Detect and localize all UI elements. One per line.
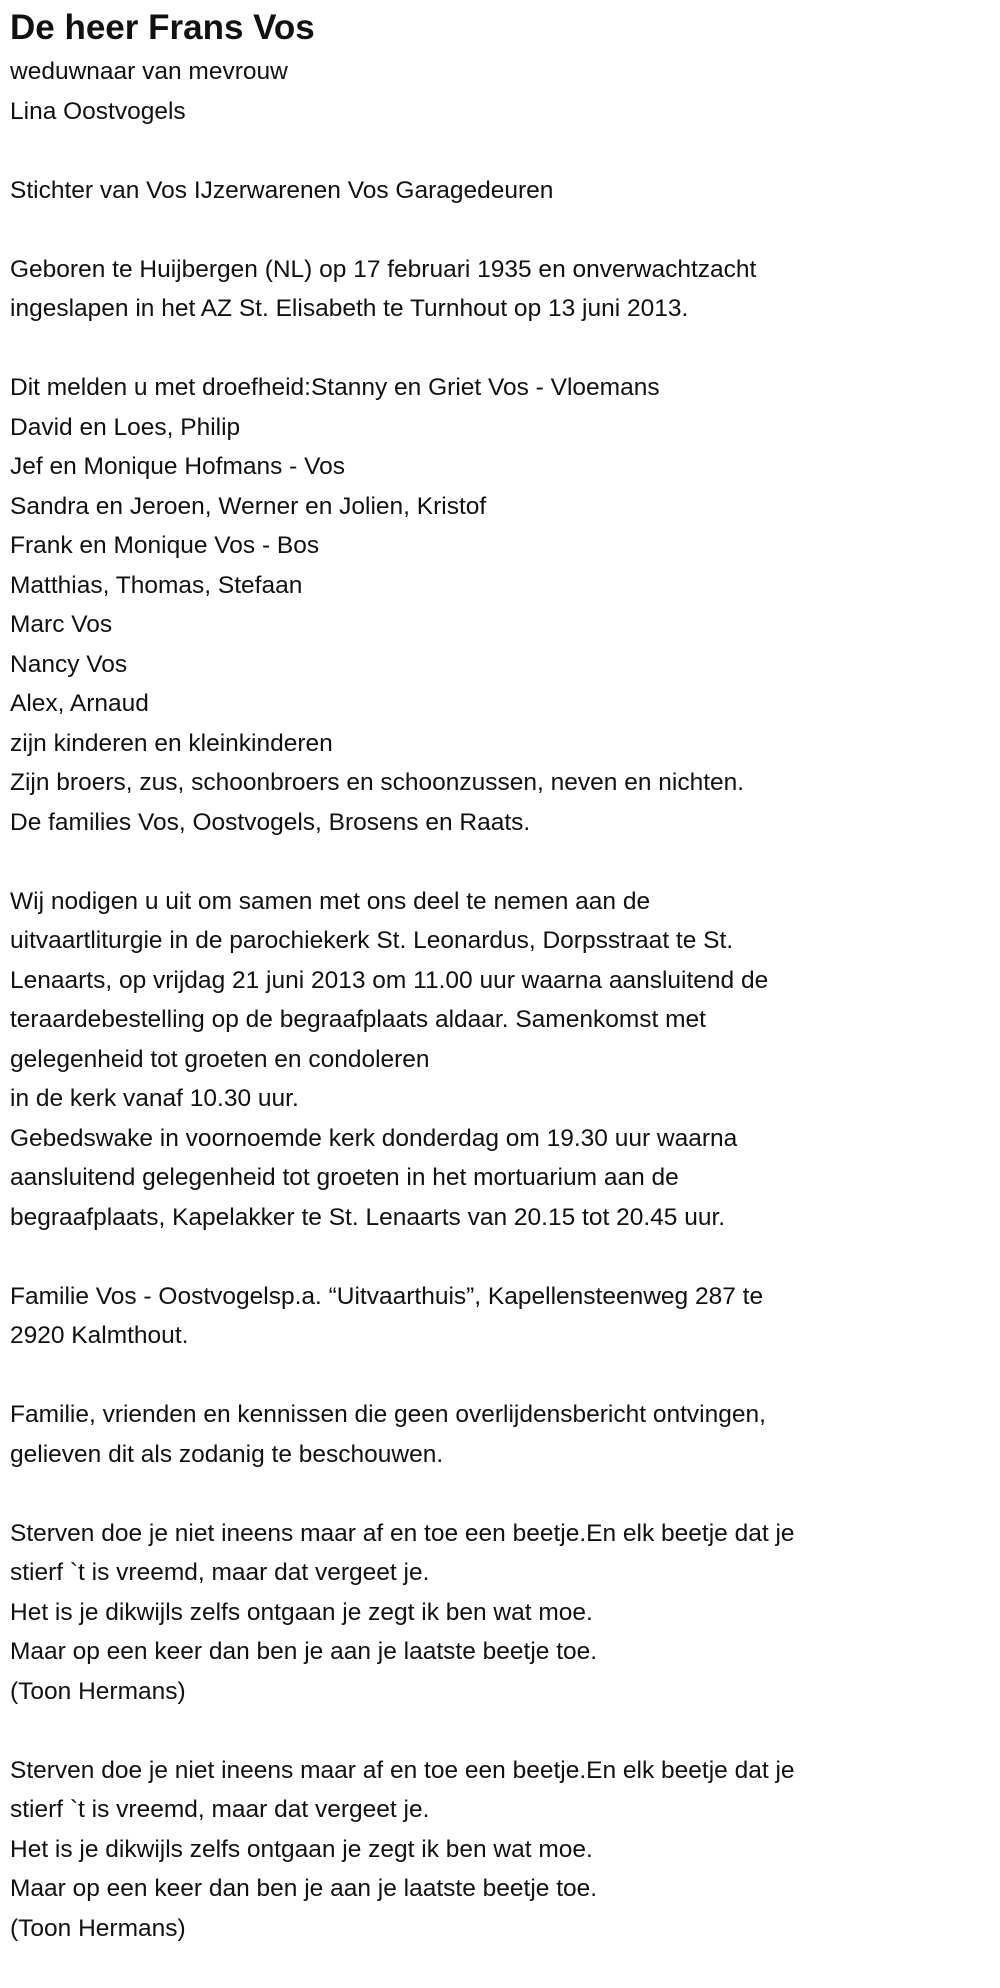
text-line: Familie Vos - Oostvogelsp.a. “Uitvaarthuis”, Kapellensteenweg 287 te: [10, 1282, 764, 1310]
text-line: Jef en Monique Hofmans - Vos: [10, 453, 346, 480]
text-line: Geboren te Huijbergen (NL) op 17 februari 1935 en onverwachtzacht: [10, 255, 757, 283]
text-line: uitvaartliturgie in de parochiekerk St. Leonardus, Dorpsstraat te St.: [10, 927, 734, 954]
text-line: Matthias, Thomas, Stefaan: [10, 571, 303, 599]
text-line: Stichter van Vos IJzerwarenen Vos Garagedeuren: [10, 176, 554, 204]
text-line: Frank en Monique Vos - Bos: [10, 532, 320, 559]
text-line: Alex, Arnaud: [10, 690, 149, 717]
text-line: Lenaarts, op vrijdag 21 juni 2013 om 11.00 uur waarna aansluitend de: [10, 966, 769, 994]
text-line: ingeslapen in het AZ St. Elisabeth te Turnhout op 13 juni 2013.: [10, 295, 689, 322]
text-line: Het is je dikwijls zelfs ontgaan je zegt ik ben wat moe.: [10, 1835, 593, 1863]
text-line: begraafplaats, Kapelakker te St. Lenaarts van 20.15 tot 20.45 uur.: [10, 1203, 726, 1231]
text-line: Sterven doe je niet ineens maar af en toe een beetje.En elk beetje dat je: [10, 1756, 795, 1784]
blank-line: [10, 1711, 990, 1751]
text-line: zijn kinderen en kleinkinderen: [10, 729, 333, 757]
text-line: Marc Vos: [10, 611, 113, 638]
text-line: (Toon Hermans): [10, 1914, 186, 1942]
text-line: Maar op een keer dan ben je aan je laatste beetje toe.: [10, 1638, 598, 1665]
text-line: Zijn broers, zus, schoonbroers en schoonzussen, neven en nichten.: [10, 769, 745, 796]
text-line: stierf `t is vreemd, maar dat vergeet je.: [10, 1796, 430, 1823]
blank-line: [10, 1474, 990, 1514]
text-line: Dit melden u met droefheid:Stanny en Griet Vos - Vloemans: [10, 374, 660, 401]
text-line: Sandra en Jeroen, Werner en Jolien, Kristof: [10, 492, 487, 520]
text-line: Maar op een keer dan ben je aan je laatste beetje toe.: [10, 1875, 598, 1902]
text-line: aansluitend gelegenheid tot groeten in het mortuarium aan de: [10, 1164, 679, 1191]
page-title: De heer Frans Vos: [10, 8, 315, 47]
text-line: teraardebestelling op de begraafplaats aldaar. Samenkomst met: [10, 1006, 706, 1033]
text-line: David en Loes, Philip: [10, 413, 241, 441]
blank-line: [10, 842, 990, 882]
blank-line: [10, 210, 990, 250]
text-line: De families Vos, Oostvogels, Brosens en Raats.: [10, 808, 531, 836]
text-line: 2920 Kalmthout.: [10, 1322, 189, 1349]
text-line: (Toon Hermans): [10, 1677, 186, 1705]
text-line: gelegenheid tot groeten en condoleren: [10, 1045, 430, 1073]
blank-line: [10, 1237, 990, 1277]
text-line: gelieven dit als zodanig te beschouwen.: [10, 1440, 444, 1468]
text-line: stierf `t is vreemd, maar dat vergeet je.: [10, 1559, 430, 1586]
notice-body: [10, 52, 990, 1948]
text-line: Familie, vrienden en kennissen die geen overlijdensbericht ontvingen,: [10, 1401, 766, 1428]
blank-line: [10, 329, 990, 369]
blank-line: [10, 1356, 990, 1396]
blank-line: [10, 131, 990, 171]
text-line: Nancy Vos: [10, 650, 128, 678]
text-line: Het is je dikwijls zelfs ontgaan je zegt ik ben wat moe.: [10, 1598, 593, 1626]
text-line: Wij nodigen u uit om samen met ons deel te nemen aan de: [10, 887, 651, 915]
text-line: Sterven doe je niet ineens maar af en toe een beetje.En elk beetje dat je: [10, 1519, 795, 1547]
text-line: weduwnaar van mevrouw: [10, 58, 288, 85]
text-line: Lina Oostvogels: [10, 97, 186, 125]
text-line: in de kerk vanaf 10.30 uur.: [10, 1085, 299, 1112]
text-line: Gebedswake in voornoemde kerk donderdag om 19.30 uur waarna: [10, 1124, 738, 1152]
